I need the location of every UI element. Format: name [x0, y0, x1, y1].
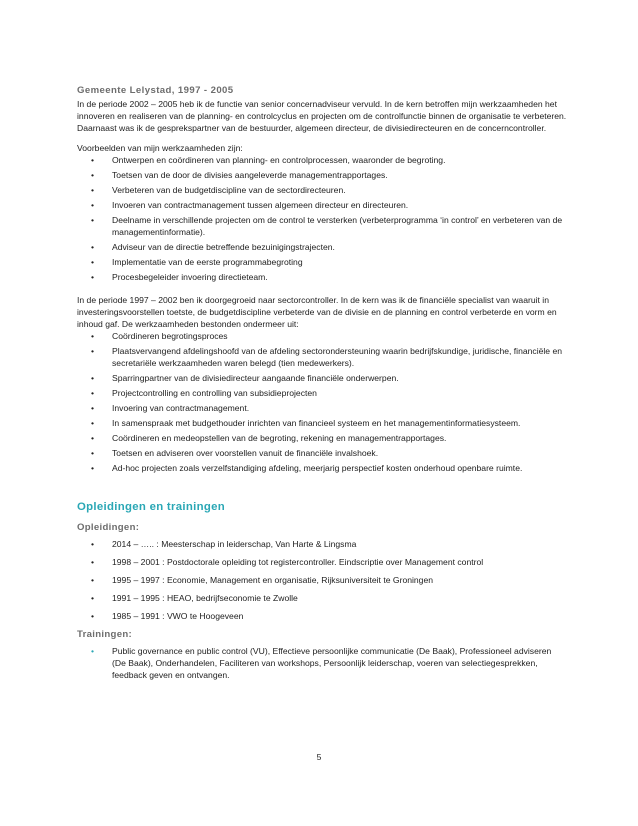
- bullet-icon: •: [91, 448, 95, 458]
- example-item: [77, 154, 567, 166]
- example-item: [77, 256, 567, 268]
- period2-item-text: Toetsen en adviseren over voorstellen vanuit de financiële invalshoek.: [112, 448, 379, 458]
- document-page: [77, 84, 567, 681]
- opleiding-item-text: 2014 – ….. : Meesterschap in leiderschap, Van Harte & Lingsma: [112, 539, 357, 549]
- opleiding-item-text: 1991 – 1995 : HEAO, bedrijfseconomie te Zwolle: [112, 593, 298, 603]
- job-title: Gemeente Lelystad, 1997 - 2005: [77, 85, 234, 96]
- bullet-icon: •: [91, 418, 95, 428]
- example-item: [77, 271, 567, 283]
- period2-item: [77, 447, 567, 459]
- example-item: [77, 241, 567, 253]
- example-item: [77, 214, 567, 238]
- period2-item-text: Invoering van contractmanagement.: [112, 403, 250, 413]
- bullet-icon: •: [91, 575, 95, 585]
- spacer: [77, 134, 567, 142]
- opleiding-item: [77, 538, 567, 550]
- example-item-text: Implementatie van de eerste programmabegroting: [112, 257, 303, 267]
- bullet-icon: •: [91, 646, 95, 656]
- training-item-text: Public governance en public control (VU), Effectieve persoonlijke communicatie (De Baak), Professioneel adviseren (De Baak), Onderhandelen, Faciliteren van workshops, Persoonlijk leiderschap, voeren van selectiegesprekken, feedback geven en ontvangen.: [112, 646, 552, 680]
- opleiding-item-text: 1998 – 2001 : Postdoctorale opleiding tot registercontroller. Eindscriptie over Management control: [112, 557, 484, 567]
- period2-list: [77, 330, 567, 474]
- bullet-icon: •: [91, 611, 95, 621]
- bullet-icon: •: [91, 593, 95, 603]
- period2-item: [77, 462, 567, 474]
- opleiding-item: [77, 610, 567, 622]
- example-item: [77, 199, 567, 211]
- bullet-icon: •: [91, 373, 95, 383]
- period2-item: [77, 372, 567, 384]
- bullet-icon: •: [91, 215, 95, 225]
- period2-item-text: Ad-hoc projecten zoals verzelfstandiging afdeling, meerjarig perspectief kosten onderhoud openbare ruimte.: [112, 463, 523, 473]
- example-item-text: Invoeren van contractmanagement tussen algemeen directeur en directeuren.: [112, 200, 409, 210]
- training-item: [77, 645, 567, 681]
- opleiding-item: [77, 592, 567, 604]
- period2-item-text: Coördineren begrotingsproces: [112, 331, 228, 341]
- examples-label: Voorbeelden van mijn werkzaamheden zijn:: [77, 143, 243, 153]
- example-item: [77, 169, 567, 181]
- bullet-icon: •: [91, 388, 95, 398]
- bullet-icon: •: [91, 200, 95, 210]
- bullet-icon: •: [91, 433, 95, 443]
- section-title-opleidingen-trainingen: Opleidingen en trainingen: [77, 501, 225, 513]
- opleidingen-list: [77, 538, 567, 622]
- bullet-icon: •: [91, 272, 95, 282]
- bullet-icon: •: [91, 185, 95, 195]
- period2-item-text: Projectcontrolling en controlling van subsidieprojecten: [112, 388, 317, 398]
- period2-item: [77, 417, 567, 429]
- period2-item: [77, 387, 567, 399]
- examples-list: [77, 154, 567, 283]
- trainingen-label: Trainingen:: [77, 629, 133, 640]
- job-intro-paragraph: In de periode 2002 – 2005 heb ik de functie van senior concernadviseur vervuld. In de kern betroffen mijn werkzaamheden het innoveren en realiseren van de planning- en controlcyclus en projecten om de controlfunctie binnen de organisatie te verbeteren. Daarnaast was ik de gesprekspartner van de bestuurder, algemeen directeur, de divisiedirecteuren en de concerncontroller.: [77, 99, 567, 133]
- opleidingen-label: Opleidingen:: [77, 522, 140, 533]
- bullet-icon: •: [91, 257, 95, 267]
- period2-item-text: Coördineren en medeopstellen van de begroting, rekening en managementrapportages.: [112, 433, 447, 443]
- bullet-icon: •: [91, 463, 95, 473]
- example-item-text: Verbeteren van de budgetdiscipline van de sectordirecteuren.: [112, 185, 346, 195]
- bullet-icon: •: [91, 170, 95, 180]
- bullet-icon: •: [91, 331, 95, 341]
- period2-item: [77, 402, 567, 414]
- period2-item-text: Plaatsvervangend afdelingshoofd van de afdeling sectorondersteuning waarin bedrijfskundige, juridische, financiële en secretariële werkzaamheden waren belegd (tien medewerkers).: [112, 346, 563, 368]
- page-number: 5: [316, 752, 322, 762]
- period2-item-text: In samenspraak met budgethouder inrichten van financieel systeem en het managementinformatiesysteem.: [112, 418, 521, 428]
- bullet-icon: •: [91, 242, 95, 252]
- bullet-icon: •: [91, 155, 95, 165]
- opleiding-item-text: 1995 – 1997 : Economie, Management en organisatie, Rijksuniversiteit te Groningen: [112, 575, 434, 585]
- example-item-text: Procesbegeleider invoering directieteam.: [112, 272, 268, 282]
- period2-item: [77, 345, 567, 369]
- opleiding-item-text: 1985 – 1991 : VWO te Hoogeveen: [112, 611, 244, 621]
- trainingen-list: [77, 645, 567, 681]
- spacer: [77, 286, 567, 294]
- example-item-text: Toetsen van de door de divisies aangeleverde managementrapportages.: [112, 170, 388, 180]
- period2-item: [77, 330, 567, 342]
- bullet-icon: •: [91, 557, 95, 567]
- bullet-icon: •: [91, 346, 95, 356]
- opleiding-item: [77, 574, 567, 586]
- opleiding-item: [77, 556, 567, 568]
- bullet-icon: •: [91, 539, 95, 549]
- example-item-text: Deelname in verschillende projecten om de control te versterken (verbeterprogramma ‘in control’ en verbeteren van de managementinformatie).: [112, 215, 563, 237]
- example-item: [77, 184, 567, 196]
- bullet-icon: •: [91, 403, 95, 413]
- example-item-text: Adviseur van de directie betreffende bezuinigingstrajecten.: [112, 242, 335, 252]
- example-item-text: Ontwerpen en coördineren van planning- en controlprocessen, waaronder de begroting.: [112, 155, 446, 165]
- period2-item: [77, 432, 567, 444]
- period2-intro-paragraph: In de periode 1997 – 2002 ben ik doorgegroeid naar sectorcontroller. In de kern was ik de financiële specialist van waaruit in investeringsvoorstellen toetste, de budgetdiscipline verbeterde van de divisie en de planning en control verbeterde en vorm en inhoud gaf. De werkzaamheden bestonden ondermeer uit:: [77, 295, 557, 329]
- period2-item-text: Sparringpartner van de divisiedirecteur aangaande financiële onderwerpen.: [112, 373, 399, 383]
